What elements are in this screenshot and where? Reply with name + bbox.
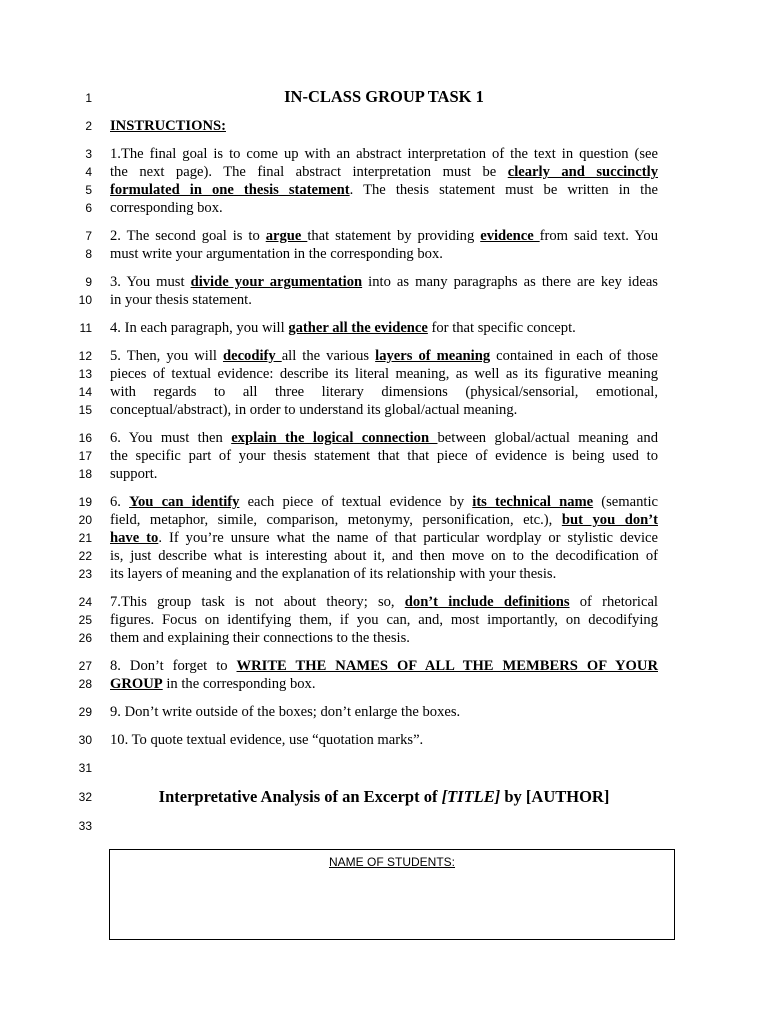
emphasis-run: have to bbox=[110, 530, 159, 546]
instruction-line bbox=[110, 429, 658, 447]
line-number: 10 bbox=[78, 293, 92, 307]
line-number: 15 bbox=[78, 403, 92, 417]
instruction-line bbox=[110, 383, 658, 401]
line-number: 11 bbox=[79, 321, 92, 335]
text-run: between global/actual meaning and bbox=[437, 430, 658, 446]
instruction-line bbox=[110, 465, 658, 483]
instruction-line bbox=[110, 731, 658, 749]
text-run: 7.This group task is not about theory; so, bbox=[110, 594, 405, 610]
line-number: 24 bbox=[78, 595, 92, 609]
text-run: (semantic bbox=[593, 494, 658, 510]
line-number: 2 bbox=[85, 119, 92, 133]
emphasis-run: its technical name bbox=[472, 494, 594, 510]
text-run: for that specific concept. bbox=[427, 320, 576, 336]
text-run: the specific part of your thesis statement that that piece of evidence is being used to bbox=[110, 448, 658, 464]
text-run: its layers of meaning and the explanation of its relationship with your thesis. bbox=[110, 566, 557, 582]
instruction-line bbox=[110, 291, 658, 309]
line-number: 26 bbox=[78, 631, 92, 645]
line-number: 21 bbox=[78, 531, 92, 545]
emphasis-run: formulated in one thesis statement bbox=[110, 182, 350, 198]
text-run: . If you’re unsure what the name of that particular wordplay or stylistic device bbox=[158, 530, 658, 546]
instruction-line bbox=[110, 593, 658, 611]
line-number: 9 bbox=[85, 275, 92, 289]
text-run: is, just describe what is interesting about it, and then move on to the decodification of bbox=[110, 548, 658, 564]
emphasis-run: don’t include definitions bbox=[404, 594, 570, 610]
instruction-line bbox=[110, 227, 658, 245]
instruction-line bbox=[110, 199, 658, 217]
text-run: into as many paragraphs as there are key ideas bbox=[362, 274, 658, 290]
line-number: 4 bbox=[85, 165, 92, 179]
emphasis-run: argue bbox=[265, 228, 308, 244]
line-number: 25 bbox=[78, 613, 92, 627]
line-number: 32 bbox=[78, 790, 92, 804]
instruction-line bbox=[110, 511, 658, 529]
page-title: IN-CLASS GROUP TASK 1 bbox=[284, 87, 484, 106]
text-run: 2. The second goal is to bbox=[110, 228, 266, 244]
line-number: 6 bbox=[85, 201, 92, 215]
text-run: with regards to all three literary dimensions (physical/sensorial, emotional, bbox=[110, 384, 658, 400]
line-number: 12 bbox=[78, 349, 92, 363]
text-run: from said text. You bbox=[539, 228, 658, 244]
text-run: 10. To quote textual evidence, use “quotation marks”. bbox=[110, 732, 424, 748]
instructions-heading bbox=[110, 117, 658, 135]
line-number: 14 bbox=[78, 385, 92, 399]
instruction-line bbox=[110, 181, 658, 199]
student-names-label: NAME OF STUDENTS: bbox=[328, 855, 455, 869]
line-number: 19 bbox=[78, 495, 92, 509]
emphasis-run: divide your argumentation bbox=[190, 274, 363, 290]
text-run: 6. You must then bbox=[110, 430, 232, 446]
text-run: corresponding box. bbox=[110, 200, 223, 216]
emphasis-run: gather all the evidence bbox=[288, 320, 428, 336]
emphasis-run: You can identify bbox=[129, 494, 240, 510]
instruction-line bbox=[110, 629, 658, 647]
line-number: 7 bbox=[85, 229, 92, 243]
author-placeholder: by [AUTHOR] bbox=[500, 787, 610, 806]
text-run: 5. Then, you will bbox=[110, 348, 223, 364]
instruction-line bbox=[110, 547, 658, 565]
instruction-line bbox=[110, 657, 658, 675]
text-run: Interpretative Analysis of an Excerpt of bbox=[158, 787, 442, 806]
text-run: 8. Don’t forget to bbox=[110, 658, 237, 674]
text-run: 4. In each paragraph, you will bbox=[110, 320, 289, 336]
line-number: 3 bbox=[85, 147, 92, 161]
line-number: 23 bbox=[78, 567, 92, 581]
instruction-line bbox=[110, 365, 658, 383]
text-run: contained in each of those bbox=[490, 348, 658, 364]
instruction-line bbox=[110, 611, 658, 629]
line-number: 31 bbox=[78, 761, 92, 775]
text-run: 1.The final goal is to come up with an abstract interpretation of the text in question (see bbox=[110, 146, 658, 162]
text-run: 3. You must bbox=[110, 274, 191, 290]
instruction-line bbox=[110, 447, 658, 465]
emphasis-run: WRITE THE NAMES OF ALL THE MEMBERS OF YOUR bbox=[236, 658, 658, 674]
line-number: 5 bbox=[85, 183, 92, 197]
emphasis-run: clearly and succinctly bbox=[507, 164, 658, 180]
instruction-line bbox=[110, 145, 658, 163]
text-run: that statement by providing bbox=[307, 228, 481, 244]
line-number: 29 bbox=[78, 705, 92, 719]
line-number: 22 bbox=[78, 549, 92, 563]
instruction-line bbox=[110, 401, 658, 419]
text-run: all the various bbox=[281, 348, 376, 364]
instruction-line bbox=[110, 319, 658, 337]
instruction-line bbox=[110, 529, 658, 547]
text-run: conceptual/abstract), in order to understand its global/actual meaning. bbox=[110, 402, 518, 418]
text-run: 9. Don’t write outside of the boxes; don’t enlarge the boxes. bbox=[110, 704, 461, 720]
text-run: the next page). The final abstract interpretation must be bbox=[110, 164, 508, 180]
text-run: must write your argumentation in the corresponding box. bbox=[110, 246, 443, 262]
line-number: 28 bbox=[78, 677, 92, 691]
text-run: field, metaphor, simile, comparison, metonymy, personification, etc.), bbox=[110, 512, 562, 528]
line-number: 33 bbox=[78, 819, 92, 833]
instruction-line bbox=[110, 163, 658, 181]
text-run: of rhetorical bbox=[569, 594, 658, 610]
instructions-heading-text: INSTRUCTIONS: bbox=[110, 118, 226, 134]
instruction-line bbox=[110, 273, 658, 291]
student-names-box[interactable] bbox=[109, 849, 675, 940]
line-number: 27 bbox=[78, 659, 92, 673]
text-run: each piece of textual evidence by bbox=[239, 494, 473, 510]
text-run: in your thesis statement. bbox=[110, 292, 252, 308]
emphasis-run: evidence bbox=[480, 228, 540, 244]
instruction-line bbox=[110, 703, 658, 721]
emphasis-run: but you don’t bbox=[561, 512, 658, 528]
line-number: 30 bbox=[78, 733, 92, 747]
analysis-title bbox=[110, 787, 658, 807]
instruction-line bbox=[110, 675, 658, 693]
instruction-line bbox=[110, 347, 658, 365]
text-run: . The thesis statement must be written in the bbox=[349, 182, 658, 198]
title-placeholder: [TITLE] bbox=[441, 787, 501, 806]
line-number: 8 bbox=[85, 247, 92, 261]
instruction-line bbox=[110, 565, 658, 583]
line-number: 13 bbox=[78, 367, 92, 381]
line-number: 17 bbox=[78, 449, 92, 463]
line-number: 16 bbox=[78, 431, 92, 445]
emphasis-run: layers of meaning bbox=[375, 348, 491, 364]
text-run: them and explaining their connections to the thesis. bbox=[110, 630, 410, 646]
emphasis-run: GROUP bbox=[110, 676, 163, 692]
emphasis-run: explain the logical connection bbox=[231, 430, 438, 446]
instruction-line bbox=[110, 493, 658, 511]
line-number: 18 bbox=[78, 467, 92, 481]
instruction-line bbox=[110, 245, 658, 263]
line-number: 1 bbox=[85, 91, 92, 105]
text-run: pieces of textual evidence: describe its literal meaning, as well as its figurative meaning bbox=[110, 366, 658, 382]
text-run: support. bbox=[110, 466, 158, 482]
text-run: figures. Focus on identifying them, if you can, and, most importantly, on decodifying bbox=[110, 612, 658, 628]
line-number: 20 bbox=[78, 513, 92, 527]
text-run: in the corresponding box. bbox=[162, 676, 316, 692]
text-run: 6. bbox=[110, 494, 130, 510]
emphasis-run: decodify bbox=[222, 348, 282, 364]
